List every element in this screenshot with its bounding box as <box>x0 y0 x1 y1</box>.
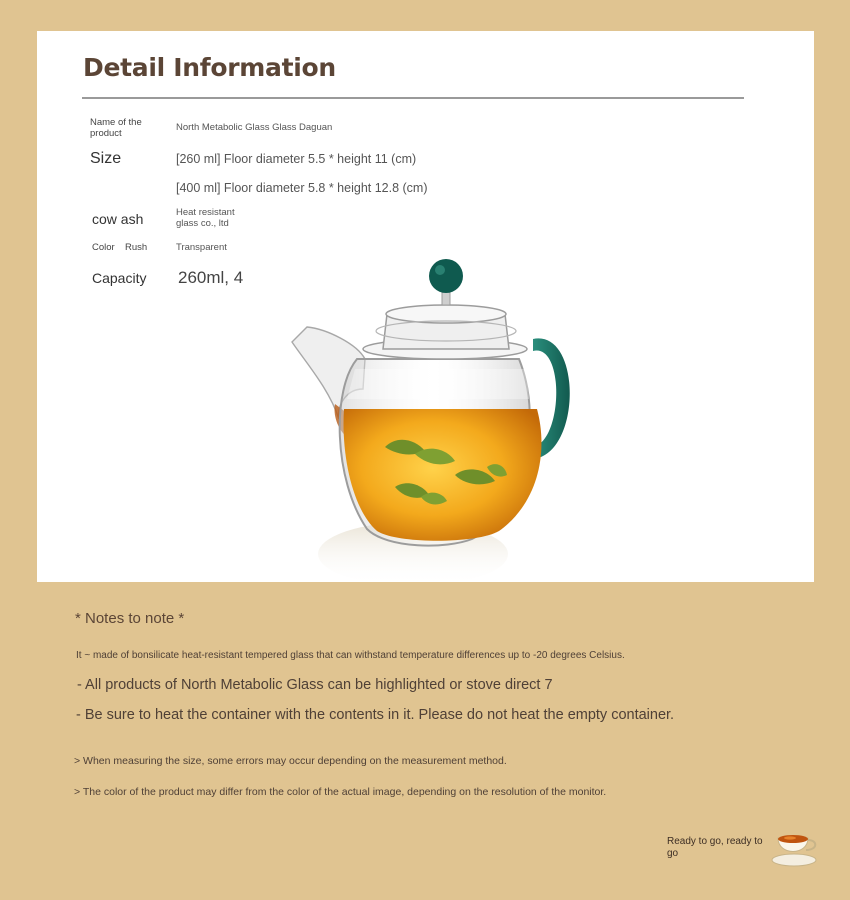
detail-title: Detail Information <box>83 53 336 82</box>
spec-size-value-260: [260 ml] Floor diameter 5.5 * height 11 (cm) <box>176 152 417 166</box>
spec-name-label: Name of the product <box>90 117 142 139</box>
spec-material-value: Heat resistant glass co., ltd <box>176 207 235 229</box>
detail-card <box>37 31 814 582</box>
spec-color-label: Color <box>92 242 115 253</box>
note-color-difference: > The color of the product may differ from the color of the actual image, depending on the resolution of the monitor. <box>74 786 607 798</box>
note-heat-warning: - Be sure to heat the container with the contents in it. Please do not heat the empty container. <box>76 707 675 723</box>
spec-color-value: Transparent <box>176 242 227 253</box>
spec-color-label-extra: Rush <box>125 242 148 253</box>
spec-size-label: Size <box>90 150 122 167</box>
title-divider <box>82 97 744 99</box>
spec-capacity-value: 260ml, 4 <box>178 268 244 287</box>
ready-to-go-text: Ready to go, ready to go <box>667 836 763 859</box>
note-material: It ~ made of bonsilicate heat-resistant tempered glass that can withstand temperature differences up to -20 degrees Celsius. <box>76 650 625 661</box>
notes-heading: * Notes to note * <box>75 610 185 627</box>
teacup-icon <box>768 826 820 868</box>
glass-teapot-image <box>237 239 597 582</box>
spec-size-value-400: [400 ml] Floor diameter 5.8 * height 12.8 (cm) <box>176 181 428 195</box>
note-measurement: > When measuring the size, some errors may occur depending on the measurement method. <box>74 755 507 767</box>
note-stove: - All products of North Metabolic Glass can be highlighted or stove direct 7 <box>77 677 553 693</box>
spec-capacity-label: Capacity <box>92 270 147 286</box>
spec-material-label: cow ash <box>92 211 144 227</box>
spec-name-value: North Metabolic Glass Glass Daguan <box>176 122 333 133</box>
